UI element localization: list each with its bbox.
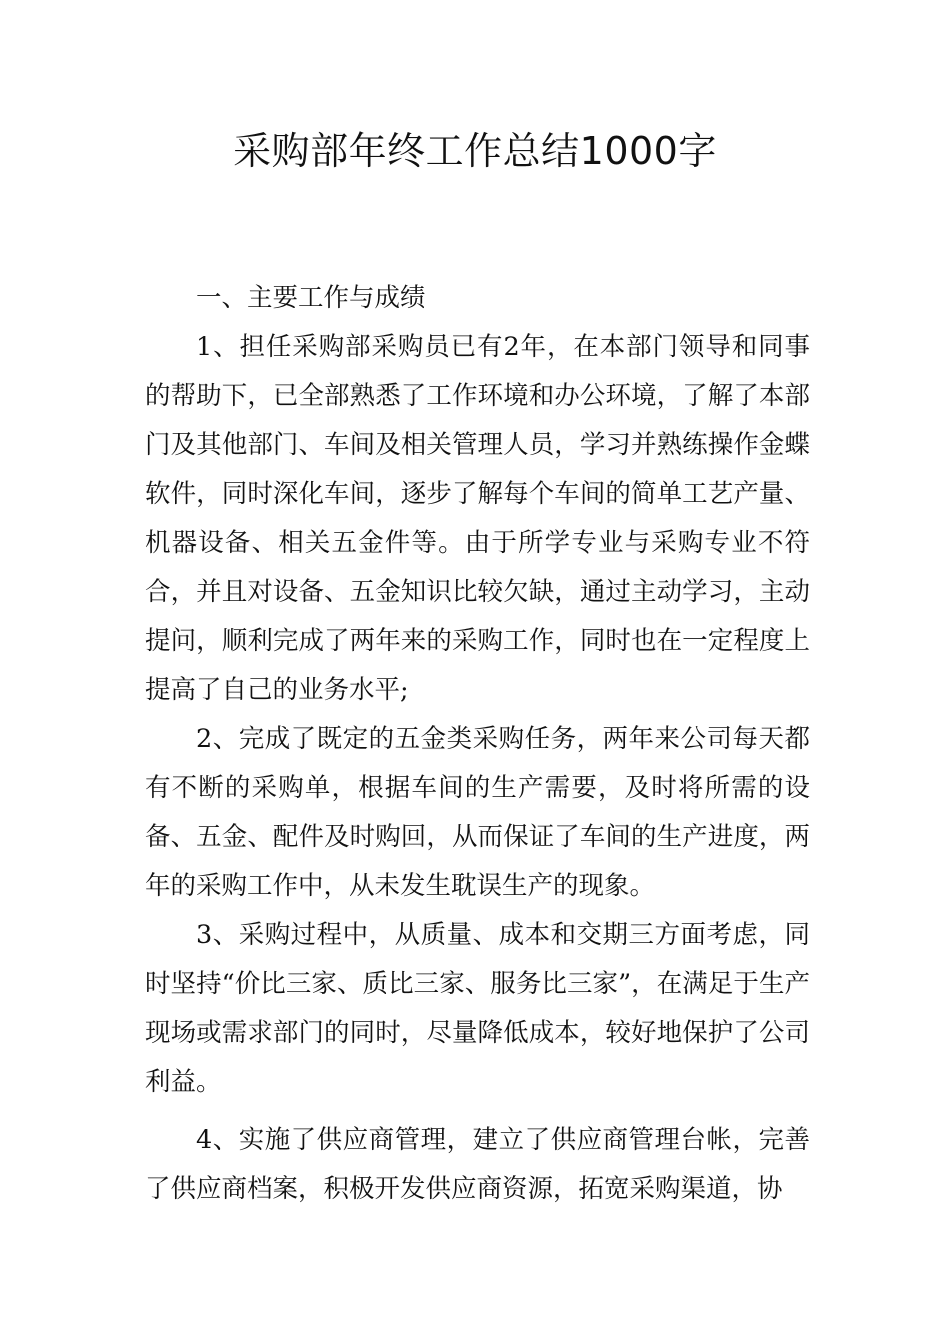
document-body: [145, 274, 810, 1214]
paragraph: 4、实施了供应商管理，建立了供应商管理台帐，完善了供应商档案，积极开发供应商资源，拓宽采购渠道，协: [145, 1125, 810, 1204]
paragraph: 3、采购过程中，从质量、成本和交期三方面考虑，同时坚持“价比三家、质比三家、服务比三家”，在满足于生产现场或需求部门的同时，尽量降低成本，较好地保护了公司利益。: [145, 920, 810, 1097]
section-heading: 一、主要工作与成绩: [196, 283, 426, 313]
document-title: 采购部年终工作总结1000字: [233, 129, 717, 173]
paragraph: 2、完成了既定的五金类采购任务，两年来公司每天都有不断的采购单，根据车间的生产需要，及时将所需的设备、五金、配件及时购回，从而保证了车间的生产进度，两年的采购工作中，从未发生耽误生产的现象。: [145, 724, 810, 901]
paragraph: 1、担任采购部采购员已有2年，在本部门领导和同事的帮助下，已全部熟悉了工作环境和办公环境，了解了本部门及其他部门、车间及相关管理人员，学习并熟练操作金蝶软件，同时深化车间，逐步了解每个车间的简单工艺产量、机器设备、相关五金件等。由于所学专业与采购专业不符合，并且对设备、五金知识比较欠缺，通过主动学习，主动提问，顺利完成了两年来的采购工作，同时也在一定程度上提高了自己的业务水平;: [145, 332, 810, 705]
